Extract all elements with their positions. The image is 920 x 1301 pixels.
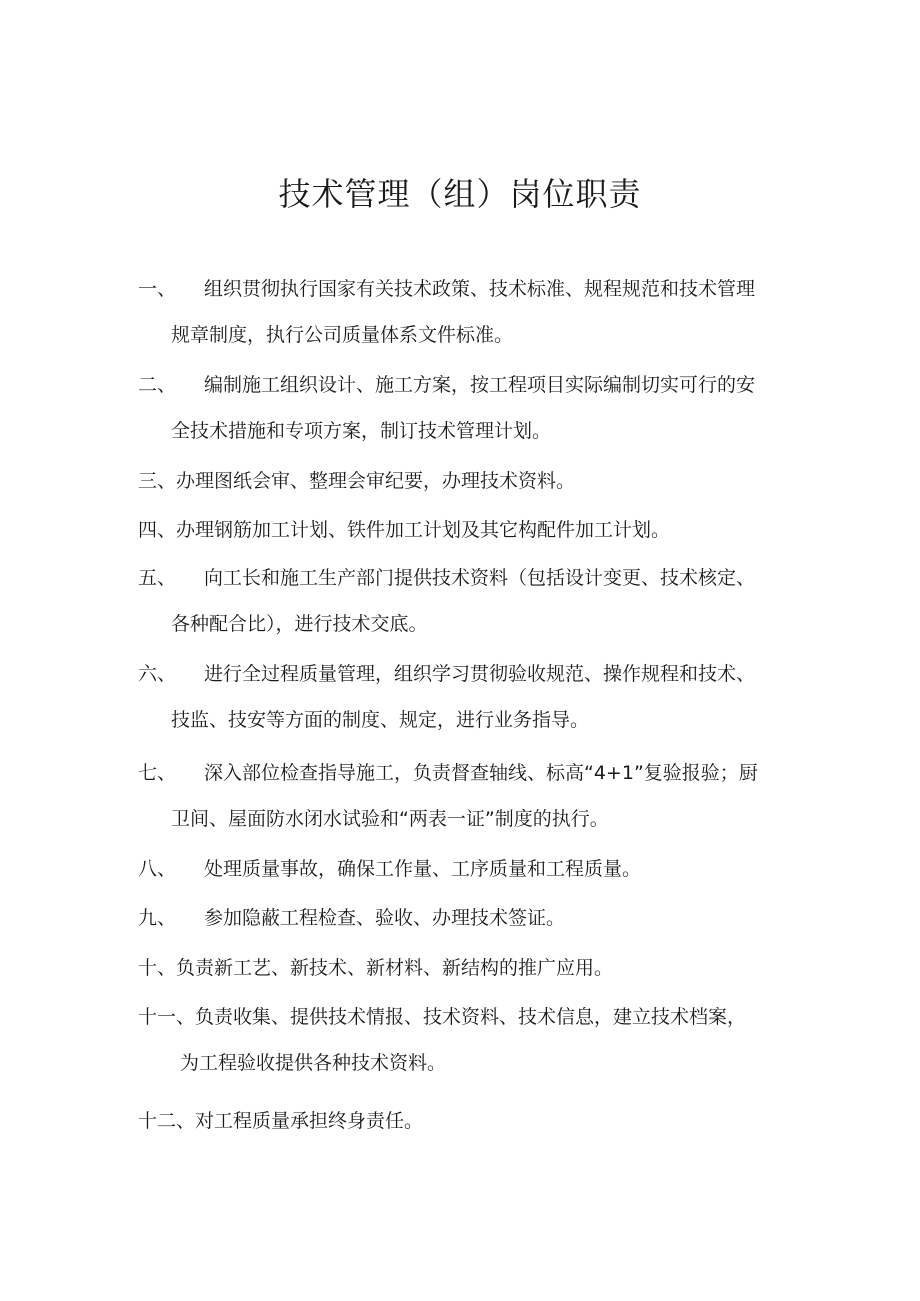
- item-number: 十一、: [138, 1006, 196, 1028]
- item-text: 负责收集、提供技术情报、技术资料、技术信息，建立技术档案，: [195, 1006, 747, 1028]
- duty-item-12: [138, 1107, 818, 1135]
- item-number: 七、: [138, 762, 177, 784]
- duty-item-8: [138, 855, 818, 883]
- item-text: 组织贯彻执行国家有关技术政策、技术标准、规程规范和技术管理: [204, 278, 756, 300]
- item-text: 深入部位检查指导施工，负责督查轴线、标高“4+1”复验报验；厨: [204, 762, 758, 784]
- item-number: 一、: [138, 278, 177, 300]
- duty-item-3: [138, 467, 818, 495]
- duty-item-7: [138, 759, 818, 833]
- item-text: 处理质量事故，确保工作量、工序质量和工程质量。: [204, 858, 642, 880]
- document-title: 技术管理（组）岗位职责: [278, 175, 642, 213]
- duty-item-2: [138, 371, 818, 445]
- item-text: 负责新工艺、新技术、新材料、新结构的推广应用。: [176, 957, 614, 979]
- duty-item-6: [138, 660, 818, 734]
- item-text: 编制施工组织设计、施工方案，按工程项目实际编制切实可行的安: [204, 374, 756, 396]
- item-number: 八、: [138, 858, 177, 880]
- item-text-continuation: 规章制度，执行公司质量体系文件标准。: [171, 324, 514, 346]
- item-text-continuation: 各种配合比），进行技术交底。: [171, 613, 428, 635]
- item-text-continuation: 技监、技安等方面的制度、规定，进行业务指导。: [171, 709, 590, 731]
- item-text: 向工长和施工生产部门提供技术资料（包括设计变更、技术核定、: [204, 567, 756, 589]
- item-number: 十二、: [138, 1110, 196, 1132]
- duty-item-9: [138, 904, 818, 932]
- item-text-continuation: 全技术措施和专项方案，制订技术管理计划。: [171, 420, 552, 442]
- item-number: 六、: [138, 663, 177, 685]
- duty-item-5: [138, 564, 818, 638]
- item-text: 对工程质量承担终身责任。: [195, 1110, 424, 1132]
- item-number: 四、: [138, 519, 177, 541]
- item-number: 三、: [138, 470, 177, 492]
- item-number: 二、: [138, 374, 177, 396]
- duty-item-1: [138, 275, 818, 349]
- duty-item-11: [138, 1003, 818, 1077]
- item-number: 九、: [138, 907, 177, 929]
- duty-item-4: [138, 516, 818, 544]
- duty-item-10: [138, 954, 818, 982]
- item-number: 十、: [138, 957, 177, 979]
- item-number: 五、: [138, 567, 177, 589]
- item-text: 参加隐蔽工程检查、验收、办理技术签证。: [204, 907, 566, 929]
- item-text-continuation: 为工程验收提供各种技术资料。: [180, 1052, 447, 1074]
- item-text: 办理钢筋加工计划、铁件加工计划及其它构配件加工计划。: [176, 519, 671, 541]
- item-text: 进行全过程质量管理，组织学习贯彻验收规范、操作规程和技术、: [204, 663, 756, 685]
- item-text-continuation: 卫间、屋面防水闭水试验和“两表一证”制度的执行。: [171, 808, 609, 830]
- item-text: 办理图纸会审、整理会审纪要，办理技术资料。: [176, 470, 576, 492]
